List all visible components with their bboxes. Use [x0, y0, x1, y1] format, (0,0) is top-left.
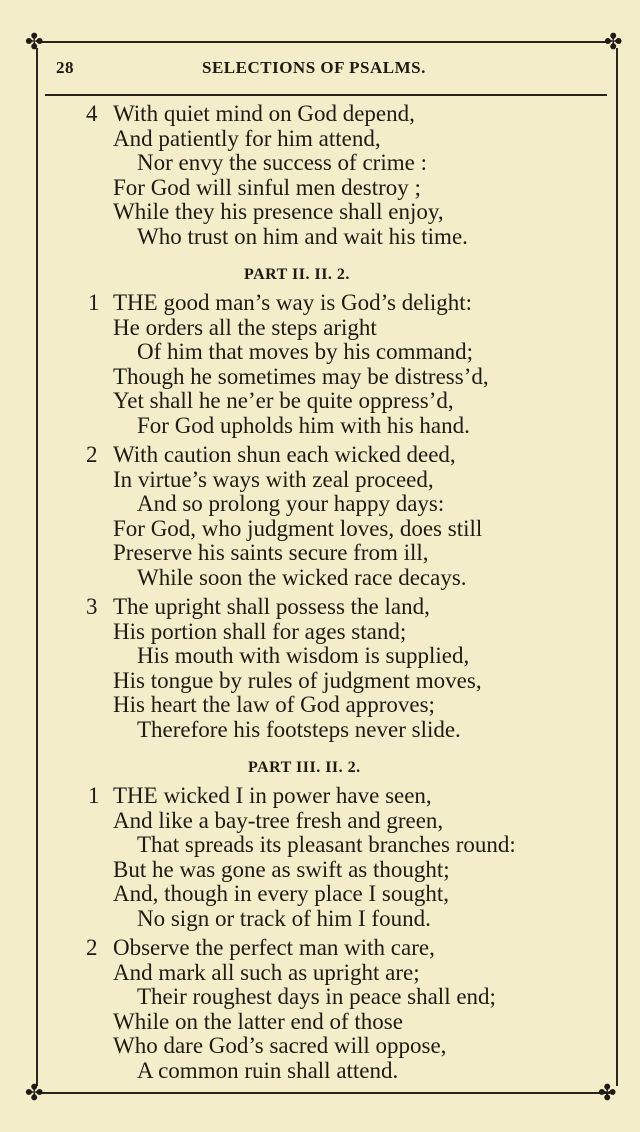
verse-line: The upright shall possess the land, [113, 594, 430, 619]
part-heading: PART II. II. 2. [244, 266, 350, 283]
verse-line: And, though in every place I sought, [113, 881, 449, 906]
corner-ornament-icon: ✤ [25, 1080, 44, 1105]
verse-line: While on the latter end of those [113, 1008, 403, 1034]
corner-ornament-icon: ✤ [25, 29, 44, 54]
verse-line: But he was gone as swift as thought; [113, 856, 450, 882]
stanza-number: 1 [88, 783, 100, 808]
verse-line: And like a bay-tree fresh and green, [113, 807, 444, 833]
verse-line: No sign or track of him I found. [137, 905, 431, 931]
verse-line: While they his presence shall enjoy, [113, 199, 444, 224]
left-border [36, 48, 38, 1086]
right-border [616, 48, 618, 1086]
verse-line: His portion shall for ages stand; [113, 618, 407, 644]
verse-line: For God will sinful men destroy ; [113, 174, 421, 200]
verse-line: With caution shun each wicked deed, [113, 442, 456, 467]
verse-line: Yet shall he ne’er be quite oppress’d, [113, 388, 454, 413]
bottom-rule [40, 1092, 610, 1094]
verse-line: Nor envy the success of crime : [137, 150, 427, 175]
verse-line: Their roughest days in peace shall end; [137, 984, 496, 1009]
corner-ornament-icon: ✤ [604, 29, 623, 54]
part-heading: PART III. II. 2. [248, 759, 361, 776]
verse-line: For God upholds him with his hand. [137, 412, 470, 438]
verse-line: THE good man’s way is God’s delight: [113, 290, 473, 315]
verse-line: And patiently for him attend, [113, 125, 381, 151]
corner-ornament-icon: ✤ [598, 1080, 617, 1105]
stanza-number: 2 [86, 935, 98, 960]
page-number: 28 [56, 58, 74, 77]
verse-line: THE wicked I in power have seen, [113, 783, 432, 808]
header-rule [45, 94, 607, 96]
verse-line: With quiet mind on God depend, [113, 101, 415, 126]
verse-line: And mark all such as upright are; [113, 959, 420, 985]
verse-line: Of him that moves by his command; [137, 339, 474, 364]
stanza-number: 1 [88, 290, 100, 315]
verse-line: That spreads its pleasant branches round: [137, 832, 516, 857]
top-rule [40, 41, 610, 43]
verse-line: And so prolong your happy days: [137, 491, 445, 516]
running-title: SELECTIONS OF PSALMS. [202, 58, 426, 77]
verse-line: Observe the perfect man with care, [113, 935, 435, 960]
verse-line: Though he sometimes may be distress’d, [113, 363, 489, 389]
verse-line: His mouth with wisdom is supplied, [137, 643, 470, 668]
verse-line: A common ruin shall attend. [137, 1057, 399, 1083]
verse-line: Who trust on him and wait his time. [137, 223, 468, 249]
verse-line: His heart the law of God approves; [113, 692, 435, 717]
verse-line: Preserve his saints secure from ill, [113, 540, 429, 565]
verse-line: He orders all the steps aright [113, 314, 377, 340]
verse-line: In virtue’s ways with zeal proceed, [113, 466, 434, 492]
stanza-number: 2 [86, 442, 98, 467]
stanza-number: 3 [86, 594, 98, 619]
verse-line: His tongue by rules of judgment moves, [113, 667, 482, 693]
verse-line: Therefore his footsteps never slide. [137, 716, 461, 742]
verse-line: For God, who judgment loves, does still [113, 515, 483, 541]
verse-line: While soon the wicked race decays. [137, 564, 467, 590]
verse-line: Who dare God’s sacred will oppose, [113, 1033, 447, 1058]
stanza-number: 4 [86, 101, 98, 126]
